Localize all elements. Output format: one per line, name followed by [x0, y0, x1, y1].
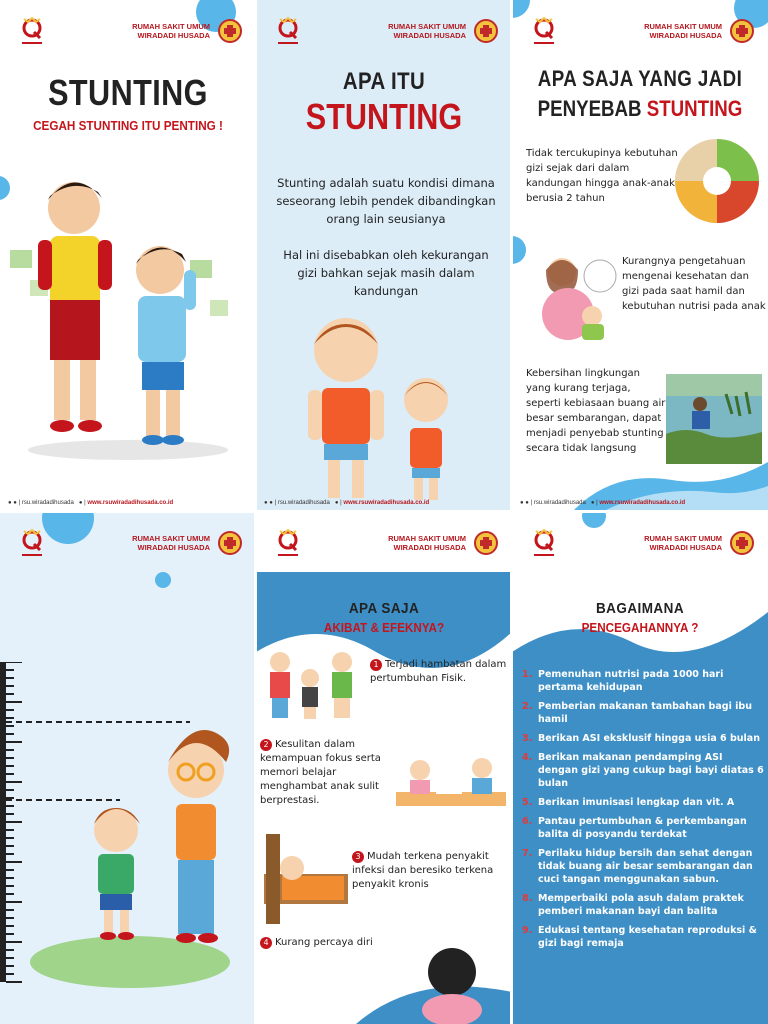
prevention-item	[522, 796, 764, 809]
section-title-highlight: PENCEGAHANNYA ?	[581, 620, 699, 635]
prevention-item-number: 5.	[522, 797, 533, 808]
hospital-seal-icon	[730, 19, 754, 43]
prevention-item-text: Berikan makanan pendamping ASI dengan gizi yang cukup bagi bayi diatas 6 bulan	[538, 752, 764, 789]
panel-prevention	[512, 512, 768, 1024]
hospital-logo-icon	[276, 528, 300, 558]
cause-1-text: Tidak tercukupinya kebutuhan gizi sejak dari dalam kandungan hingga anak-anak berusia 2 tahun	[526, 148, 678, 204]
prevention-item-number: 2.	[522, 701, 533, 712]
pregnant-mother-illustration	[530, 252, 620, 342]
web-icon: ●	[590, 500, 595, 506]
prevention-item	[522, 847, 764, 886]
hospital-name: RUMAH SAKIT UMUM WIRADADI HUSADA	[388, 22, 466, 40]
effect-number-badge: 3	[352, 851, 364, 863]
prevention-item	[522, 668, 764, 694]
prevention-item-number: 9.	[522, 925, 533, 936]
prevention-item	[522, 892, 764, 918]
prevention-item-text: Pantau pertumbuhan & perkembangan balita di posyandu terdekat	[538, 816, 747, 840]
header	[532, 528, 758, 560]
definition-text: Stunting adalah suatu kondisi dimana seseorang lebih pendek dibandingkan orang lain seusianya	[276, 176, 496, 226]
height-comparison-kids-illustration	[296, 310, 486, 510]
panel-divider	[0, 510, 768, 513]
section-title: BAGAIMANA	[595, 600, 685, 617]
prevention-item	[522, 751, 764, 790]
hospital-name: RUMAH SAKIT UMUM WIRADADI HUSADA	[388, 534, 466, 552]
prevention-item	[522, 700, 764, 726]
hospital-seal-icon	[218, 531, 242, 555]
footer: ● ● | rsu.wiradadihusada ● | www.rsuwiradadihusada.co.id	[520, 500, 686, 506]
hospital-seal-icon	[218, 19, 242, 43]
web-icon: ●	[78, 500, 83, 506]
prevention-item	[522, 732, 764, 745]
prevention-item-text: Berikan ASI eksklusif hingga usia 6 bulan	[538, 733, 760, 744]
effect-text: Kurang percaya diri	[275, 937, 373, 948]
header	[276, 528, 502, 560]
prevention-list	[522, 668, 764, 956]
panel-causes-of-stunting	[512, 0, 768, 512]
prevention-item-number: 3.	[522, 733, 533, 744]
panel-stunting-cover	[0, 0, 256, 512]
cause-3-text: Kebersihan lingkungan yang kurang terjaga, seperti kebiasaan buang air besar sembarangan, dapat menjadi penyebab stunting secara tidak langsung	[526, 368, 666, 454]
prevention-item-number: 8.	[522, 893, 533, 904]
prevention-item-number: 1.	[522, 669, 533, 680]
studying-kids-illustration	[396, 748, 506, 818]
web-icon: ●	[334, 500, 339, 506]
cause-text: Hal ini disebabkan oleh kekurangan gizi bahkan sejak masih dalam kandungan	[283, 248, 489, 298]
website-link[interactable]: www.rsuwiradadihusada.co.id	[343, 500, 430, 506]
hospital-logo-icon	[532, 16, 556, 46]
social-icons: ● ●	[8, 500, 19, 506]
prevention-item-number: 7.	[522, 848, 533, 859]
prevention-item-text: Berikan imunisasi lengkap dan vit. A	[538, 797, 735, 808]
social-icons: ● ●	[520, 500, 531, 506]
hospital-logo-icon	[20, 528, 44, 558]
header	[532, 16, 758, 48]
section-title-highlight: STUNTING	[305, 96, 463, 137]
hospital-logo-icon	[276, 16, 300, 46]
page-title: STUNTING	[48, 72, 208, 113]
effect-1	[370, 658, 510, 686]
prevention-item-number: 4.	[522, 752, 533, 763]
prevention-item-text: Perilaku hidup bersih dan sehat dengan tidak buang air besar sembarangan dan cuci tangan menggunakan sabun.	[538, 848, 753, 885]
two-kids-illustration	[10, 170, 246, 470]
prevention-item	[522, 924, 764, 950]
footer: ● ● | rsu.wiradadihusada ● | www.rsuwiradadihusada.co.id	[8, 500, 174, 506]
section-title: APA ITU	[342, 68, 426, 95]
hospital-name: RUMAH SAKIT UMUM WIRADADI HUSADA	[644, 534, 722, 552]
effect-text: Terjadi hambatan dalam pertumbuhan Fisik.	[370, 659, 507, 684]
effect-text: Mudah terkena penyakit infeksi dan beresiko terkena penyakit kronis	[352, 851, 494, 890]
section-title-line2: PENYEBAB STUNTING	[537, 96, 743, 121]
effect-text: Kesulitan dalam kemampuan fokus serta memori belajar menghambat anak sulit berprestasi.	[260, 739, 381, 806]
prevention-item-text: Memperbaiki pola asuh dalam praktek pemberi makanan bayi dan balita	[538, 893, 744, 917]
effect-3	[352, 850, 510, 892]
decor-bubble	[0, 176, 10, 200]
website-link[interactable]: www.rsuwiradadihusada.co.id	[599, 500, 686, 506]
prevention-item-text: Pemberian makanan tambahan bagi ibu hamil	[538, 701, 752, 725]
effect-number-badge: 1	[370, 659, 382, 671]
hospital-logo-icon	[532, 528, 556, 558]
panel-effects	[256, 512, 512, 1024]
decor-bubble	[512, 0, 530, 18]
header	[20, 16, 246, 48]
page-subtitle: CEGAH STUNTING ITU PENTING !	[33, 118, 223, 133]
sad-girl-wave-illustration	[356, 932, 512, 1024]
cause-2-text: Kurangnya pengetahuan mengenai kesehatan dan gizi pada saat hamil dan kebutuhan nutrisi pada anak	[622, 256, 766, 312]
prevention-item-text: Pemenuhan nutrisi pada 1000 hari pertama kehidupan	[538, 669, 724, 693]
hospital-name: RUMAH SAKIT UMUM WIRADADI HUSADA	[132, 534, 210, 552]
header	[276, 16, 502, 48]
decor-bubble	[512, 236, 526, 264]
panel-what-is-stunting	[256, 0, 512, 512]
hospital-seal-icon	[474, 19, 498, 43]
social-handle[interactable]: rsu.wiradadihusada	[277, 500, 330, 506]
prevention-item	[522, 815, 764, 841]
height-measure-kids-illustration	[0, 662, 256, 1024]
footer: ● ● | rsu.wiradadihusada ● | www.rsuwiradadihusada.co.id	[264, 500, 430, 506]
effect-2	[260, 738, 398, 808]
effect-number-badge: 4	[260, 937, 272, 949]
hospital-name: RUMAH SAKIT UMUM WIRADADI HUSADA	[132, 22, 210, 40]
effect-number-badge: 2	[260, 739, 272, 751]
hospital-name: RUMAH SAKIT UMUM WIRADADI HUSADA	[644, 22, 722, 40]
hospital-seal-icon	[474, 531, 498, 555]
prevention-item-text: Edukasi tentang kesehatan reproduksi & gizi bagi remaja	[538, 925, 757, 949]
prevention-item-number: 6.	[522, 816, 533, 827]
hospital-logo-icon	[20, 16, 44, 46]
decor-bubble	[155, 572, 171, 588]
header	[20, 528, 246, 560]
river-sanitation-illustration	[666, 374, 762, 464]
hospital-seal-icon	[730, 531, 754, 555]
section-title-highlight: AKIBAT & EFEKNYA?	[323, 620, 445, 635]
section-title: APA SAJA	[348, 600, 420, 617]
panel-height-chart	[0, 512, 256, 1024]
section-title: APA SAJA YANG JADI	[537, 66, 743, 91]
sick-child-bed-illustration	[264, 834, 348, 926]
social-handle[interactable]: rsu.wiradadihusada	[21, 500, 74, 506]
three-kids-illustration	[262, 648, 366, 722]
food-plate-illustration	[672, 136, 762, 226]
social-icons: ● ●	[264, 500, 275, 506]
website-link[interactable]: www.rsuwiradadihusada.co.id	[87, 500, 174, 506]
social-handle[interactable]: rsu.wiradadihusada	[533, 500, 586, 506]
